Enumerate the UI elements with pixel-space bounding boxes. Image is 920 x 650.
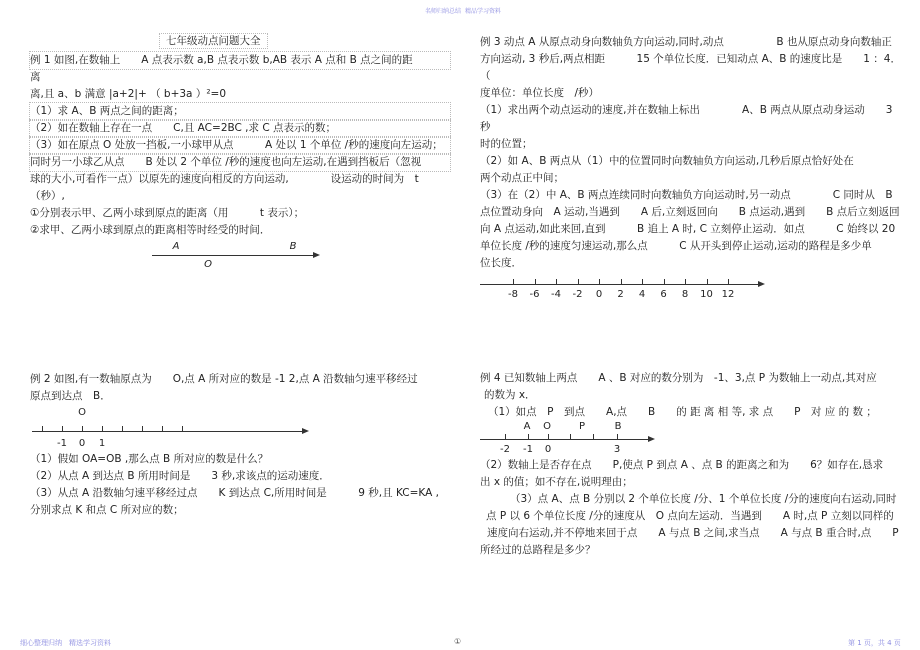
axis-tick-label: 10	[700, 289, 713, 300]
ex4-line: （3）点 A、点 B 分别以 2 个单位长度 /分、1 个单位长度 /分的速度向右运动,同时	[510, 493, 897, 505]
page-title: 七年级动点问题大全	[160, 34, 267, 48]
ex3-number-line	[480, 274, 905, 304]
ex3-line: 单位长度 /秒的速度匀速运动,那么点 C 从开头到停止运动,运动的路程是多少单	[480, 240, 872, 252]
ex1-line: ①分别表示甲、乙两小球到原点的距离（用 t 表示）；	[30, 207, 305, 219]
axis-tick	[142, 426, 143, 431]
axis-tick-label: 4	[638, 289, 646, 300]
ex4-line: 速度向右运动,并不停地来回于点 A 与点 B 之间,求当点 A 与点 B 重合时,点 P	[487, 527, 899, 539]
ex4-line: 出 x 的值；如不存在,说明理由；	[480, 476, 633, 488]
example-2	[30, 371, 450, 519]
ex3-line: 位长度．	[480, 257, 522, 269]
ex3-line: （2）如 A、B 两点从（1）中的位置同时向数轴负方向运动,几秒后原点恰好处在	[480, 155, 854, 167]
ex1-line: （1）求 A、B 两点之间的距离；	[30, 103, 450, 120]
axis-point-label: P	[578, 421, 586, 432]
axis-tick	[182, 426, 183, 431]
axis-tick-label: 12	[721, 289, 735, 300]
axis-tick	[621, 279, 622, 284]
axis-tick	[599, 279, 600, 284]
ex3-line: （3）在（2）中 A、B 两点连续同时向数轴负方向运动时,另一动点 C 同时从 B	[480, 189, 893, 201]
header-left: 名师归纳总结	[425, 8, 462, 15]
axis-tick-label: -4	[551, 289, 561, 300]
footer-page-mark: ①	[454, 637, 462, 646]
ex2-number-line	[30, 405, 450, 451]
axis-arrow-icon	[302, 428, 309, 434]
axis-tick-label: 6	[660, 289, 667, 300]
axis-tick	[578, 279, 579, 284]
ex1-line: ②求甲、乙两小球到原点的距离相等时经受的时间．	[30, 224, 271, 236]
axis-tick-label: -1	[523, 444, 533, 455]
ex3-line: 向 A 点运动,如此来回,直到 B 追上 A 时, C 立刻停止运动．如点 C 始终以 20	[480, 223, 896, 235]
ex3-line: 方向运动, 3 秒后,两点相距 15 个单位长度．已知动点 A、B 的速度比是 1 ：4．（	[480, 53, 901, 82]
axis-tick-label: 0	[595, 289, 603, 300]
ex1-line: 离,且 a、b 满意 |a+2|+ （ b+3a ）²=0	[30, 88, 227, 100]
ex3-line: 例 3 动点 A 从原点动身向数轴负方向运动,同时,动点 B 也从原点动身向数轴正	[480, 36, 892, 48]
example-4	[480, 370, 905, 559]
ex3-line: 点位置动身向 A 运动,当遇到 A 后,立刻返回向 B 点运动,遇到 B 点后立刻返回	[480, 206, 900, 218]
axis-tick	[556, 279, 557, 284]
axis-tick	[162, 426, 163, 431]
axis-tick-label: 0	[78, 438, 86, 449]
axis-tick	[617, 434, 618, 439]
ex1-line: 例 1 如图,在数轴上 A 点表示数 a,B 点表示数 b,AB 表示 A 点和 B 点之间的距	[30, 52, 450, 69]
origin-label: O	[78, 407, 86, 418]
axis-tick-label: -2	[572, 289, 583, 300]
ex2-line: （3）从点 A 沿数轴匀速平移经过点 K 到达点 C,所用时间是 9 秒,且 KC=KA ,	[30, 487, 439, 499]
footer-left: 细心整理归纳 精选学习资料	[20, 639, 111, 647]
axis-tick-label: 1	[98, 438, 106, 449]
axis-line	[152, 255, 314, 256]
axis-tick	[122, 426, 123, 431]
axis-tick-label: 2	[617, 289, 624, 300]
axis-arrow-icon	[758, 281, 765, 287]
ex1-line: （2）如在数轴上存在一点 C,且 AC=2BC ,求 C 点表示的数；	[30, 120, 450, 137]
ex2-line: 例 2 如图,有一数轴原点为 O,点 A 所对应的数是 -1 2,点 A 沿数轴匀速平移经过	[30, 373, 418, 385]
axis-tick	[685, 279, 686, 284]
ex4-line: （1）如点 P 到点 A,点 B 的 距 离 相 等, 求 点 P 对 应 的 数 ；	[488, 406, 877, 418]
axis-tick	[42, 426, 43, 431]
axis-arrow-icon	[313, 252, 320, 258]
ex1-line: （3）如在原点 O 处放一挡板,一小球甲从点 A 处以 1 个单位 /秒的速度向左运动；	[30, 137, 450, 154]
ex4-line: 所经过的总路程是多少？	[480, 544, 596, 556]
axis-tick-label: 8	[681, 289, 689, 300]
ex4-line: 例 4 已知数轴上两点 A 、B 对应的数分别为 -1、3,点 P 为数轴上一动点,其对应	[480, 372, 877, 384]
axis-line	[32, 431, 304, 432]
axis-point-label: B	[614, 421, 622, 432]
ex3-line: 时的位置；	[480, 138, 533, 150]
point-o-label: O	[204, 259, 212, 270]
axis-tick	[62, 426, 63, 431]
ex1-line: 同时另一小球乙从点 B 处以 2 个单位 /秒的速度也向左运动,在遇到挡板后（忽视	[30, 154, 450, 171]
ex3-line: （1）求出两个动点运动的速度,并在数轴上标出 A、B 两点从原点动身运动 3 秒	[480, 104, 896, 133]
axis-tick-label: -8	[508, 289, 518, 300]
axis-tick	[728, 279, 729, 284]
axis-tick-label: 0	[544, 444, 552, 455]
axis-tick	[593, 434, 594, 439]
axis-line	[480, 439, 650, 440]
axis-tick	[82, 426, 83, 431]
ex2-line: （1）假如 OA=OB ,那么点 B 所对应的数是什么？	[30, 453, 269, 465]
header-right: 精品学习资料	[465, 8, 502, 15]
axis-point-label: A	[523, 421, 531, 432]
axis-line	[480, 284, 760, 285]
ex1-number-line	[30, 241, 450, 275]
ex2-line: 原点到达点 B．	[30, 390, 111, 402]
point-b-label: B	[289, 241, 297, 252]
point-a-label: A	[172, 241, 180, 252]
axis-tick-label: -6	[529, 289, 540, 300]
axis-tick	[535, 279, 536, 284]
ex4-line: 点 P 以 6 个单位长度 /分的速度从 O 点向左运动．当遇到 A 时,点 P 立刻以同样的	[486, 510, 894, 522]
axis-tick	[528, 434, 529, 439]
footer-page-number: 第 1 页，共 4 页	[848, 639, 901, 647]
ex4-number-line	[480, 421, 905, 457]
axis-tick	[505, 434, 506, 439]
axis-tick	[548, 434, 549, 439]
ex3-line: 两个动点正中间；	[480, 172, 564, 184]
axis-arrow-icon	[648, 436, 655, 442]
ex1-line: 球的大小,可看作一点）以原先的速度向相反的方向运动, 设运动的时间为 t（秒）,	[30, 173, 419, 202]
ex4-line: 的数为 x．	[484, 389, 536, 401]
axis-tick	[570, 434, 571, 439]
example-3	[480, 34, 905, 304]
ex2-line: （2）从点 A 到达点 B 所用时间是 3 秒,求该点的运动速度．	[30, 470, 330, 482]
axis-tick-label: -2	[500, 444, 510, 455]
axis-tick	[707, 279, 708, 284]
ex2-line: 分别求点 K 和点 C 所对应的数；	[30, 504, 184, 516]
axis-tick	[102, 426, 103, 431]
axis-tick	[642, 279, 643, 284]
axis-point-label: O	[543, 421, 551, 432]
ex1-line: 离	[30, 71, 41, 83]
ex3-line: 度单位：单位长度 /秒）	[480, 87, 600, 99]
example-1	[30, 52, 450, 275]
axis-tick	[513, 279, 514, 284]
ex4-line: （2）数轴上是否存在点 P,使点 P 到点 A 、点 B 的距离之和为 6？如存在,恳求	[480, 459, 884, 471]
axis-tick	[664, 279, 665, 284]
axis-tick-label: -1	[57, 438, 67, 449]
axis-tick-label: 3	[613, 444, 621, 455]
